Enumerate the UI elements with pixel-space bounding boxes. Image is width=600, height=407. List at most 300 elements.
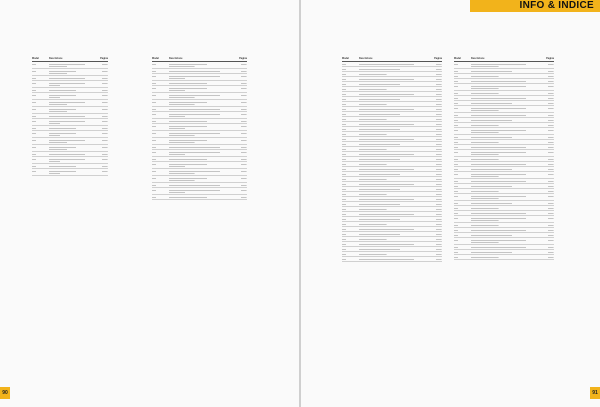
- row-model: [454, 151, 471, 156]
- table-row: [454, 128, 554, 135]
- row-description: [471, 168, 540, 171]
- row-model: [152, 184, 169, 187]
- row-page: [94, 70, 108, 75]
- table-row: [152, 169, 247, 176]
- row-page: [233, 101, 247, 106]
- row-description: [471, 63, 540, 68]
- row-page: [428, 193, 442, 196]
- row-model: [342, 108, 359, 111]
- row-model: [454, 163, 471, 166]
- row-model: [342, 198, 359, 201]
- row-description: [49, 158, 94, 163]
- index-table-col-3: [342, 56, 442, 262]
- row-page: [540, 239, 554, 244]
- row-description: [359, 173, 428, 176]
- row-description: [471, 85, 540, 90]
- row-description: [169, 146, 233, 149]
- row-page: [428, 143, 442, 146]
- row-model: [454, 124, 471, 127]
- row-model: [454, 202, 471, 205]
- row-page: [428, 248, 442, 251]
- table-rows: [454, 62, 554, 260]
- row-page: [540, 229, 554, 232]
- table-row: [454, 216, 554, 223]
- row-description: [359, 83, 428, 86]
- row-page: [540, 234, 554, 237]
- row-description: [471, 119, 540, 122]
- row-page: [540, 97, 554, 100]
- row-model: [32, 101, 49, 106]
- row-page: [428, 93, 442, 96]
- row-model: [342, 233, 359, 236]
- row-page: [94, 63, 108, 68]
- row-page: [428, 78, 442, 81]
- row-page: [233, 108, 247, 111]
- row-description: [359, 198, 428, 201]
- table-row: [152, 124, 247, 131]
- row-page: [428, 128, 442, 131]
- row-model: [454, 256, 471, 259]
- row-page: [428, 198, 442, 201]
- row-page: [233, 170, 247, 175]
- row-description: [471, 195, 540, 200]
- row-description: [169, 82, 233, 85]
- table-row: [152, 62, 247, 69]
- row-description: [471, 129, 540, 134]
- row-description: [471, 180, 540, 183]
- row-page: [428, 73, 442, 76]
- row-model: [342, 243, 359, 246]
- row-model: [32, 158, 49, 163]
- row-model: [454, 207, 471, 210]
- row-page: [540, 168, 554, 171]
- row-description: [49, 132, 94, 137]
- row-description: [359, 243, 428, 246]
- row-page: [540, 190, 554, 193]
- row-page: [233, 70, 247, 73]
- page-number-right: 91: [590, 387, 600, 399]
- row-page: [233, 177, 247, 182]
- row-model: [152, 158, 169, 161]
- row-description: [359, 143, 428, 146]
- row-page: [233, 196, 247, 199]
- row-model: [342, 188, 359, 191]
- row-page: [428, 233, 442, 236]
- row-page: [428, 98, 442, 101]
- row-page: [540, 85, 554, 90]
- row-model: [152, 70, 169, 73]
- row-description: [169, 70, 233, 73]
- row-description: [359, 153, 428, 156]
- row-page: [428, 228, 442, 231]
- row-model: [454, 92, 471, 95]
- row-model: [342, 138, 359, 141]
- row-description: [471, 185, 540, 188]
- row-description: [471, 141, 540, 144]
- row-description: [359, 238, 428, 241]
- row-description: [49, 101, 94, 106]
- row-model: [342, 83, 359, 86]
- row-model: [342, 218, 359, 221]
- row-page: [428, 153, 442, 156]
- row-description: [49, 146, 94, 151]
- table-rows: [32, 62, 108, 176]
- row-description: [359, 233, 428, 236]
- row-model: [32, 165, 49, 168]
- row-page: [428, 183, 442, 186]
- row-model: [342, 118, 359, 121]
- row-model: [342, 128, 359, 131]
- row-description: [471, 207, 540, 210]
- row-description: [471, 136, 540, 139]
- row-model: [454, 229, 471, 232]
- row-model: [32, 77, 49, 80]
- row-page: [540, 251, 554, 254]
- row-page: [233, 139, 247, 144]
- row-page: [428, 258, 442, 261]
- row-description: [471, 151, 540, 156]
- row-description: [169, 132, 233, 137]
- row-page: [428, 238, 442, 241]
- table-row: [152, 131, 247, 138]
- row-model: [342, 153, 359, 156]
- row-description: [49, 170, 94, 175]
- table-row: [32, 81, 108, 88]
- row-model: [454, 251, 471, 254]
- row-page: [540, 246, 554, 249]
- row-description: [471, 80, 540, 83]
- section-header: INFO & INDICE: [470, 0, 600, 12]
- table-row: [454, 255, 554, 260]
- row-description: [49, 89, 94, 92]
- row-model: [32, 108, 49, 113]
- row-page: [540, 207, 554, 210]
- row-page: [94, 77, 108, 80]
- row-description: [471, 246, 540, 249]
- table-row: [32, 119, 108, 126]
- row-model: [454, 158, 471, 161]
- row-description: [471, 256, 540, 259]
- row-model: [342, 163, 359, 166]
- row-page: [540, 136, 554, 139]
- row-model: [342, 168, 359, 171]
- row-page: [94, 115, 108, 118]
- row-page: [233, 63, 247, 68]
- table-row: [152, 150, 247, 157]
- row-page: [428, 243, 442, 246]
- row-page: [233, 94, 247, 99]
- row-description: [359, 253, 428, 256]
- row-description: [169, 151, 233, 156]
- row-description: [359, 228, 428, 231]
- table-row: [454, 194, 554, 201]
- row-model: [342, 148, 359, 151]
- table-row: [454, 84, 554, 91]
- row-model: [454, 107, 471, 112]
- row-page: [233, 82, 247, 85]
- row-description: [49, 165, 94, 168]
- row-page: [94, 146, 108, 151]
- row-page: [428, 223, 442, 226]
- row-page: [540, 185, 554, 188]
- row-description: [169, 177, 233, 182]
- row-description: [471, 102, 540, 105]
- row-description: [471, 158, 540, 161]
- row-page: [428, 113, 442, 116]
- row-description: [169, 158, 233, 161]
- row-description: [49, 108, 94, 113]
- row-page: [540, 102, 554, 105]
- row-model: [152, 177, 169, 182]
- row-model: [342, 113, 359, 116]
- row-page: [540, 146, 554, 149]
- row-model: [342, 68, 359, 71]
- row-model: [454, 129, 471, 134]
- table-row: [32, 69, 108, 76]
- row-page: [540, 158, 554, 161]
- row-model: [32, 120, 49, 125]
- row-page: [94, 158, 108, 163]
- row-description: [49, 139, 94, 144]
- row-model: [32, 89, 49, 92]
- row-description: [359, 248, 428, 251]
- row-description: [359, 218, 428, 221]
- row-page: [540, 224, 554, 227]
- row-model: [454, 102, 471, 105]
- row-page: [233, 189, 247, 194]
- row-model: [454, 146, 471, 149]
- header-description: Descrizione: [471, 57, 485, 60]
- row-model: [32, 170, 49, 175]
- row-description: [359, 258, 428, 261]
- row-description: [169, 63, 233, 68]
- row-description: [49, 115, 94, 118]
- row-description: [169, 196, 233, 199]
- row-model: [32, 146, 49, 151]
- table-row: [152, 195, 247, 200]
- row-description: [359, 98, 428, 101]
- row-page: [233, 113, 247, 118]
- row-model: [32, 132, 49, 137]
- row-description: [49, 77, 94, 80]
- row-model: [342, 193, 359, 196]
- row-page: [233, 163, 247, 168]
- row-model: [152, 113, 169, 118]
- row-description: [49, 153, 94, 156]
- row-page: [94, 153, 108, 156]
- row-model: [152, 170, 169, 175]
- row-description: [359, 158, 428, 161]
- row-page: [94, 94, 108, 99]
- row-model: [454, 168, 471, 171]
- row-description: [359, 63, 428, 66]
- row-page: [94, 89, 108, 92]
- row-model: [342, 173, 359, 176]
- row-page: [428, 168, 442, 171]
- row-page: [94, 127, 108, 130]
- row-page: [540, 173, 554, 178]
- row-model: [454, 185, 471, 188]
- table-row: [32, 100, 108, 107]
- row-description: [471, 97, 540, 100]
- row-description: [169, 170, 233, 175]
- row-description: [359, 108, 428, 111]
- row-page: [233, 125, 247, 130]
- row-model: [32, 139, 49, 144]
- row-page: [540, 80, 554, 83]
- header-description: Descrizione: [49, 57, 63, 60]
- row-description: [359, 203, 428, 206]
- row-description: [169, 94, 233, 99]
- header-page: Pagina: [546, 57, 554, 60]
- row-page: [233, 75, 247, 80]
- row-description: [359, 138, 428, 141]
- row-page: [428, 203, 442, 206]
- row-page: [540, 70, 554, 73]
- row-description: [359, 118, 428, 121]
- row-description: [471, 107, 540, 112]
- row-description: [471, 190, 540, 193]
- table-row: [32, 131, 108, 138]
- row-model: [342, 123, 359, 126]
- row-page: [540, 217, 554, 222]
- row-description: [359, 183, 428, 186]
- row-page: [428, 103, 442, 106]
- table-row: [454, 150, 554, 157]
- row-description: [359, 178, 428, 181]
- header-model: Model: [342, 57, 349, 60]
- row-page: [94, 101, 108, 106]
- index-table-col-4: [454, 56, 554, 260]
- row-description: [359, 223, 428, 226]
- row-model: [342, 73, 359, 76]
- row-page: [428, 83, 442, 86]
- row-page: [540, 92, 554, 95]
- table-row: [152, 74, 247, 81]
- row-description: [169, 163, 233, 168]
- row-page: [428, 208, 442, 211]
- row-model: [454, 85, 471, 90]
- row-model: [152, 151, 169, 156]
- table-row: [152, 93, 247, 100]
- row-model: [342, 238, 359, 241]
- row-model: [152, 146, 169, 149]
- row-model: [342, 213, 359, 216]
- row-description: [471, 229, 540, 232]
- row-model: [152, 87, 169, 92]
- table-row: [454, 106, 554, 113]
- row-model: [152, 101, 169, 106]
- table-row: [152, 112, 247, 119]
- row-description: [49, 63, 94, 68]
- row-page: [540, 202, 554, 205]
- table-row: [32, 157, 108, 164]
- row-description: [471, 75, 540, 78]
- header-description: Descrizione: [359, 57, 373, 60]
- row-model: [342, 228, 359, 231]
- row-model: [342, 203, 359, 206]
- table-row: [342, 257, 442, 262]
- row-model: [454, 217, 471, 222]
- row-model: [152, 139, 169, 144]
- row-model: [454, 80, 471, 83]
- row-description: [359, 113, 428, 116]
- table-row: [32, 93, 108, 100]
- row-model: [454, 190, 471, 193]
- row-model: [454, 195, 471, 200]
- table-row: [32, 138, 108, 145]
- row-description: [359, 168, 428, 171]
- table-row: [32, 62, 108, 69]
- table-row: [152, 138, 247, 145]
- row-model: [32, 94, 49, 99]
- row-description: [169, 139, 233, 144]
- row-model: [454, 180, 471, 183]
- row-page: [94, 165, 108, 168]
- row-model: [454, 234, 471, 237]
- row-description: [471, 234, 540, 237]
- table-row: [32, 145, 108, 152]
- row-description: [359, 188, 428, 191]
- row-description: [359, 208, 428, 211]
- row-page: [233, 184, 247, 187]
- row-page: [540, 119, 554, 122]
- table-row: [152, 176, 247, 183]
- row-page: [428, 63, 442, 66]
- row-model: [342, 248, 359, 251]
- row-description: [169, 184, 233, 187]
- row-model: [342, 133, 359, 136]
- row-page: [233, 146, 247, 149]
- row-page: [94, 139, 108, 144]
- row-model: [454, 97, 471, 100]
- table-row: [152, 86, 247, 93]
- row-description: [169, 75, 233, 80]
- row-model: [32, 63, 49, 68]
- row-description: [359, 73, 428, 76]
- row-page: [233, 151, 247, 156]
- row-page: [94, 170, 108, 175]
- row-model: [454, 70, 471, 73]
- row-page: [428, 148, 442, 151]
- row-model: [454, 224, 471, 227]
- row-model: [152, 75, 169, 80]
- table-row: [32, 107, 108, 114]
- row-description: [359, 128, 428, 131]
- row-page: [94, 82, 108, 87]
- row-description: [169, 120, 233, 123]
- table-row: [454, 62, 554, 69]
- row-page: [428, 138, 442, 141]
- table-row: [454, 238, 554, 245]
- row-page: [540, 124, 554, 127]
- row-page: [540, 256, 554, 259]
- row-model: [152, 94, 169, 99]
- row-model: [342, 78, 359, 81]
- row-model: [342, 158, 359, 161]
- row-description: [471, 212, 540, 215]
- row-description: [471, 202, 540, 205]
- row-model: [342, 63, 359, 66]
- row-model: [152, 120, 169, 123]
- row-description: [49, 120, 94, 125]
- row-model: [454, 114, 471, 117]
- row-page: [428, 123, 442, 126]
- row-page: [540, 163, 554, 166]
- row-page: [428, 218, 442, 221]
- row-page: [428, 118, 442, 121]
- row-model: [32, 115, 49, 118]
